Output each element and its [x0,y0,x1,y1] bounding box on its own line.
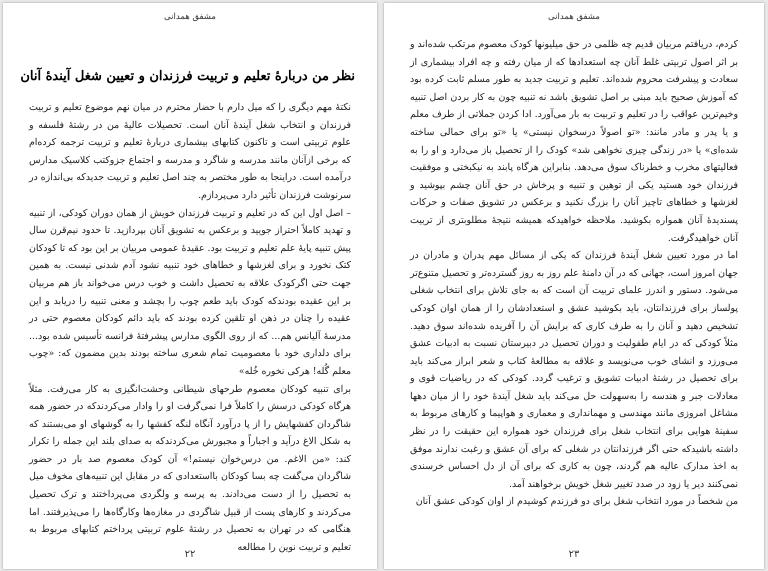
book-page-left [3,3,377,569]
paragraph: اما در مورد تعیین شغل آیندهٔ فرزندان که یکی از مسائل مهم پدران و مادران در جهان امروز است، جهانی که در آن دامنهٔ علم روز به روز گسترده‌تر و تحصیل متنوع‌تر می‌شود. دستور و اندرز علمای تربیت آن است که به جای تلاش برای انتخاب شغلی پولساز برای فرزندانتان، باید بکوشید عشق و استعدادشان را از همان اوان کودکی تشخیص دهید و آنان را به طرف کاری که برایش آن را آفریده شده‌اند سوق دهید. مثلاً کودکی که در ایام طفولیت و دوران تحصیل در دبیرستان نسبت به ادبیات عشق می‌ورزد و انشای خوب می‌نویسد و علاقه به مطالعهٔ کتاب و شعر ابراز می‌کند باید برای تحصیل در رشتهٔ ادبیات تشویق و ترغیب گردد. کودکی که در ریاضیات قوی و معادلات جبر و هندسه را به‌سهولت حل می‌کند باید شغل آیندهٔ خود را از میان دهها مشاغل امروزی مانند مهندسی و مهمانداری و معماری و هواپیما و کارهای مربوط به سفینهٔ هوایی برای انتخاب شغل برای فرزندان خود همواره این حقیقت را در نظر داشته باشیدکه حتی اگر فرزندانتان در شغلی که برای آن عشق و رغبت ندارند موفق به اخذ مدارک عالیه هم گردند، چون به کاری که برای آن از دل احساس خرسندی نمی‌کنند دیر یا زود در صدد تغییر شغل خویش برخواهند آمد. [410,250,738,490]
paragraph: کردم، دریافتم مربیان قدیم چه ظلمی در حق میلیونها کودک معصوم مرتکب شده‌اند و بر اثر اصول تربیتی غلط آنان چه استعدادها که از میان رفته و چه افراد بیشماری از سعادت و پیشرفت محروم شده‌اند. تعلیم و تربیت جدید به طور مسلم ثابت کرده بود که آموزش صحیح باید مبنی بر اصل تشویق باشد نه تنبیه چون به کار بردن اصل تنبیه وخیم‌ترین عواقب را در تعلیم و تربیت به بار می‌آورد. ادا کردن جملاتی از طرف معلم و یا پدر و مادر مانند: «تو اصولاً درسخوان نیستی» یا «تو برای حمالی ساخته شده‌ای» یا «در زندگی چیزی نخواهی شد» کودک را از تحصیل باز می‌دارد و او را به فعالیتهای مخرب و خطرناک سوق می‌دهد. بنابراین هرگاه پابند به نیکبختی و موفقیت فرزندان خود هستید یکی از توهین و تنبیه و پرخاش در حق آنان چشم بپوشید و لغزشها و خطاهای تاچیز آنان را بزرگ نکنید و برعکس در تشویق صفات و حرکات پسندیدهٔ آنان همواره بکوشید. ملاحظه خواهیدکه همیشه نتیجهٔ مطلوبتری از تربیت آنان خواهیدگرفت. [410,39,738,244]
paragraph: برای تنبیه کودکان معصوم طرحهای شیطانی وحشت‌انگیزی به کار می‌رفت. مثلاً هرگاه کودکی درسش را کاملاً فرا نمی‌گرفت او را وادار می‌کردندکه در حضور همه شاگردان کفشهایش را از پا درآورد آنگاه لنگه کفشها را به گوشهای او می‌بستند که به شکل الاغ درآید و اجباراً و مجبورش می‌کردندکه به صدای بلند این جمله را تکرار کند: «من الاغم. من درس‌خوان نیستم!» آن کودک معصوم صد بار در حضور شاگردان می‌گفت چه بسا کودکان بااستعدادی که در مقابل این تنبیه‌های مخوف میل به تحصیل را از دست می‌دادند. به پرسه و ولگردی می‌پرداختند و ترک تحصیل می‌کردند و کارهای پست از قبیل شاگردی در مغازه‌ها وکارگاه‌ها را می‌پذیرفتند. اما هنگامی که در تهران به تحصیل در رشتهٔ علوم تربیتی پرداختم کتابهای مربوط به تعلیم و تربیت نوین را مطالعه [29,383,351,553]
page-number: ۲۲ [184,549,196,560]
paragraph: من شخصاً در مورد انتخاب شغل برای دو فرزندم کوشیدم از اوان کودکی عشق آنان [415,496,738,508]
book-page-right [384,3,764,569]
body-text [29,99,351,556]
body-text [410,36,738,511]
chapter-title: نظر من دربارهٔ تعلیم و تربیت فرزندان و تعیین شغل آیندهٔ آنان [20,69,355,84]
paragraph: نکتهٔ مهم دیگری را که میل دارم با حضار محترم در میان نهم موضوع تعلیم و تربیت فرزندان و انتخاب شغل آیندهٔ آنان است. تحصیلات عالیهٔ من در رشتهٔ فلسفه و علوم تربیتی است و تاکنون کتابهای بیشماری دربارهٔ تعلیم و تربیت ترجمه کرده‌ام که برخی ازآنان مانند مدرسه و شاگرد و مدرسه و اجتماع جزوکتب کلاسیک مدارس درآمده است. دراینجا به طور مختصر به چند اصل تعلیم و تربیت جدیدکه بی‌اندازه در سرنوشت فرزندان تأثیر دارد می‌پردازم. [29,102,351,201]
page-number: ۲۳ [568,549,580,560]
running-head: مشفق همدانی [548,12,600,22]
running-head: مشفق همدانی [164,12,216,22]
paragraph: – اصل اول این که در تعلیم و تربیت فرزندان خویش از همان دوران کودکی، از تنبیه و تهدید کاملاً احتراز جویید و برعکس به تشویق آنان بپردازید. تا حدود نیم‌قرن سال پیش تنبیه پایهٔ علم تعلیم و تربیت بود. عقیدهٔ عمومی مربیان بر این بود که تا کودکان کتک نخورد و برای لغزشها و خطاهای خود تنبیه نشود آدم شدنی نیست. به همین جهت حتی اگرکودک علاقه به تحصیل داشت و خوب درس می‌خواند باز هم مربیان بر این عقیده بودندکه کودک باید طعم چوب را بچشد و معنی تنبیه را دریابد و این عقیده را چنان در ذهن او تلقین کرده بودند که باید دائم کودکان معصوم حتی در مدرسهٔ آلیانس هم... که از روی الگوی مدارس پیشرفتهٔ فرانسه تأسیس شده بود... برای دلداری خود با معصومیت تمام شعری ساخته بودند بدین مضمون که: «چوب معلم گُله! هرکی نخوره خُله» [29,207,351,377]
